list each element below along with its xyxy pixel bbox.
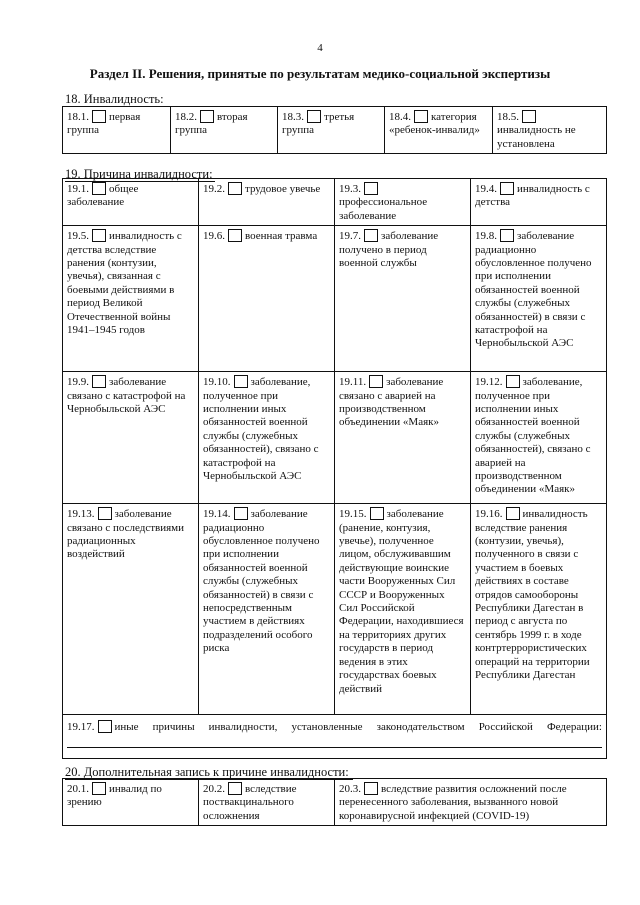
option-19-3: [335, 179, 471, 226]
other-cause-entry-line[interactable]: [67, 737, 602, 748]
option-number: 19.2.: [203, 183, 225, 195]
option-18-3: [278, 107, 385, 154]
disability-cause-table: [62, 178, 607, 759]
checkbox-19-10[interactable]: [234, 375, 248, 388]
option-19-10: [199, 372, 335, 504]
checkbox-19-13[interactable]: [98, 507, 112, 520]
option-number: 19.9.: [67, 376, 89, 389]
option-19-4: [471, 179, 607, 226]
option-label: заболевание (ранение, контузия, увечье), полученное лицом, обслуживавшим действующие воинские части Вооруженных Сил СССР и Вооруженных Сил Российской Федерации, находившиеся на территориях других государств в период ведения в этих государствах боевых действий: [339, 508, 464, 695]
checkbox-20-3[interactable]: [364, 782, 378, 795]
option-number: 19.11.: [339, 376, 367, 389]
option-label: заболевание получено в период военной службы: [339, 230, 439, 270]
checkbox-18-2[interactable]: [200, 110, 214, 123]
option-label: вследствие поствакцинального осложнения: [203, 783, 297, 822]
option-19-17-line: [67, 720, 602, 734]
section-title: Раздел II. Решения, принятые по результатам медико-социальной экспертизы: [89, 66, 551, 81]
option-label: заболевание связано с катастрофой на Чернобыльской АЭС: [67, 376, 186, 416]
checkbox-19-6[interactable]: [228, 229, 242, 242]
option-20-3: [335, 779, 607, 826]
checkbox-19-17[interactable]: [98, 720, 112, 733]
checkbox-18-5[interactable]: [522, 110, 536, 123]
option-label: заболевание, полученное при исполнении иных обязанностей военной службы (служебных обязанностей), связано с аварией на производственном объединении «Маяк»: [475, 376, 591, 496]
option-number: 20.2.: [203, 783, 225, 795]
option-20-2: [199, 779, 335, 826]
option-19-14: [199, 504, 335, 715]
checkbox-19-1[interactable]: [92, 182, 106, 195]
option-19-1: [63, 179, 199, 226]
checkbox-19-12[interactable]: [506, 375, 520, 388]
section-20-heading-text: 20. Дополнительная запись к причине инвалидности:: [65, 765, 349, 779]
option-20-1: [63, 779, 199, 826]
option-number: 19.1.: [67, 183, 89, 195]
option-label: вследствие развития осложнений после перенесенного заболевания, вызванного новой коронавирусной инфекцией (COVID-19): [339, 783, 567, 822]
option-label: военная травма: [245, 230, 318, 243]
option-number: 19.10.: [203, 376, 231, 389]
option-19-8: [471, 226, 607, 372]
checkbox-20-2[interactable]: [228, 782, 242, 795]
option-19-9: [63, 372, 199, 504]
page-number: 4: [317, 42, 323, 54]
option-label: инвалидность не установлена: [497, 124, 576, 150]
option-number: 18.4.: [389, 111, 411, 123]
option-number: 19.7.: [339, 230, 361, 243]
option-label: первая группа: [67, 111, 141, 137]
option-number: 20.1.: [67, 783, 89, 795]
option-number: 19.15.: [339, 508, 367, 521]
option-label: вторая группа: [175, 111, 248, 137]
option-label: трудовое увечье: [245, 183, 321, 195]
disability-group-table: [62, 106, 607, 154]
option-19-5: [63, 226, 199, 372]
option-label: заболевание, полученное при исполнении иных обязанностей военной службы (служебных обязанностей), связано с катастрофой на Чернобыльской АЭС: [203, 376, 319, 483]
section-18-heading: [65, 92, 164, 107]
option-18-2: [171, 107, 278, 154]
option-19-13: [63, 504, 199, 715]
option-label: заболевание радиационно обусловленное получено при исполнении обязанностей военной службы (служебных обязанностей) в связи с катастрофой на Чернобыльской АЭС: [475, 230, 592, 350]
option-number: 19.4.: [475, 183, 497, 195]
option-number: 19.3.: [339, 183, 361, 195]
option-19-7: [335, 226, 471, 372]
option-number: 18.5.: [497, 111, 519, 123]
checkbox-19-2[interactable]: [228, 182, 242, 195]
option-19-6: [199, 226, 335, 372]
checkbox-20-1[interactable]: [92, 782, 106, 795]
section-18-heading-text: 18. Инвалидность:: [65, 92, 164, 106]
checkbox-19-16[interactable]: [506, 507, 520, 520]
option-number: 19.8.: [475, 230, 497, 243]
checkbox-19-8[interactable]: [500, 229, 514, 242]
option-number: 18.2.: [175, 111, 197, 123]
option-number: 19.12.: [475, 376, 503, 389]
option-number: 20.3.: [339, 783, 361, 795]
checkbox-19-5[interactable]: [92, 229, 106, 242]
option-label: общее заболевание: [67, 183, 139, 209]
checkbox-19-7[interactable]: [364, 229, 378, 242]
option-19-2: [199, 179, 335, 226]
option-number: 19.14.: [203, 508, 231, 521]
additional-record-table: [62, 778, 607, 826]
option-19-16: [471, 504, 607, 715]
option-number: 19.6.: [203, 230, 225, 243]
option-label: инвалид по зрению: [67, 783, 162, 809]
option-label: иные причины инвалидности, установленные законодательством Российской Федерации:: [114, 721, 602, 734]
checkbox-19-9[interactable]: [92, 375, 106, 388]
option-19-11: [335, 372, 471, 504]
checkbox-18-1[interactable]: [92, 110, 106, 123]
option-label: профессиональное заболевание: [339, 196, 428, 222]
option-label: инвалидность вследствие ранения (контузии, увечья), полученного в связи с участием в боевых действиях в составе отрядов самообороны Республики Дагестан в период с августа по сентябрь 1999 г. в ходе контртеррористических операций на территории Республики Дагестан: [475, 508, 590, 682]
option-number: 18.3.: [282, 111, 304, 123]
checkbox-19-11[interactable]: [369, 375, 383, 388]
checkbox-19-4[interactable]: [500, 182, 514, 195]
option-18-5: [493, 107, 607, 154]
option-label: заболевание радиационно обусловленное получено при исполнении обязанностей военной службы (служебных обязанностей) в связи с непосредственным участием в действиях подразделений особого риска: [203, 508, 320, 655]
checkbox-19-14[interactable]: [234, 507, 248, 520]
option-18-4: [385, 107, 493, 154]
option-label: третья группа: [282, 111, 355, 137]
option-19-15: [335, 504, 471, 715]
checkbox-19-3[interactable]: [364, 182, 378, 195]
checkbox-19-15[interactable]: [370, 507, 384, 520]
option-label: инвалидность с детства вследствие ранения (контузии, увечья), связанная с боевыми действиями в период Великой Отечественной войны 1941–1945 годов: [67, 230, 182, 337]
option-label: категория «ребенок-инвалид»: [389, 111, 480, 137]
option-number: 19.17.: [67, 721, 95, 734]
option-label: заболевание связано с последствиями радиационных воздействий: [67, 508, 185, 561]
checkbox-18-3[interactable]: [307, 110, 321, 123]
option-number: 19.16.: [475, 508, 503, 521]
option-label: инвалидность с детства: [475, 183, 590, 209]
section-19-heading-text: 19. Причина инвалидности:: [65, 167, 213, 181]
option-number: 19.5.: [67, 230, 89, 243]
option-number: 18.1.: [67, 111, 89, 123]
option-label: заболевание связано с аварией на производственном объединении «Маяк»: [339, 376, 444, 429]
option-number: 19.13.: [67, 508, 95, 521]
option-19-17: [63, 715, 607, 759]
checkbox-18-4[interactable]: [414, 110, 428, 123]
option-19-12: [471, 372, 607, 504]
option-18-1: [63, 107, 171, 154]
